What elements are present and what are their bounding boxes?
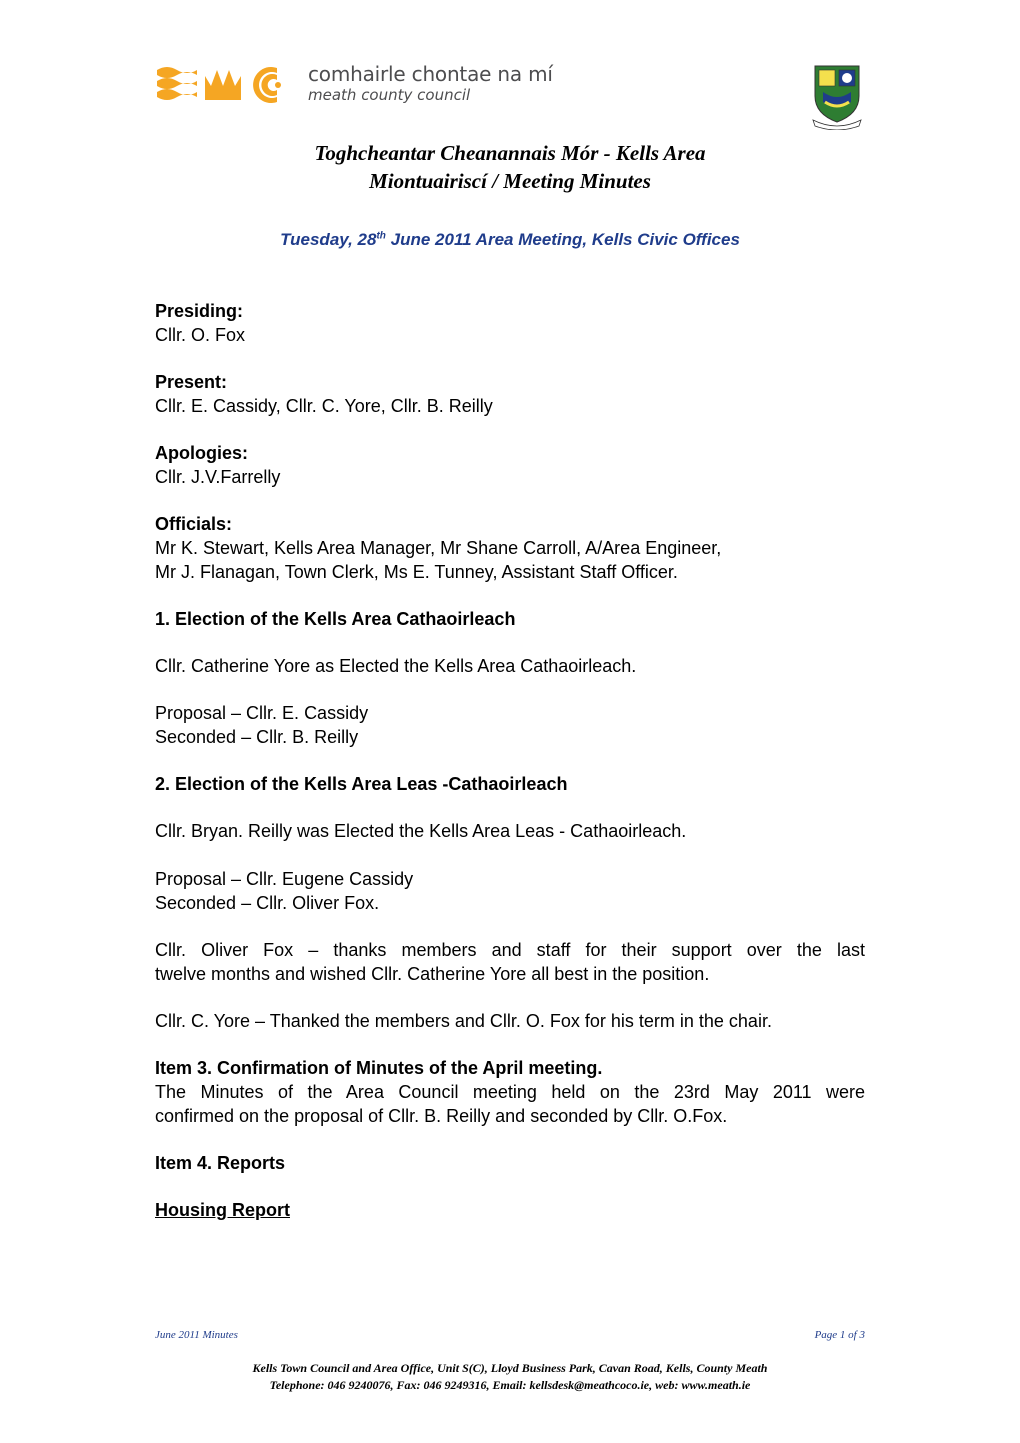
meeting-details: June 2011 Area Meeting, Kells Civic Offices: [385, 230, 740, 249]
item2-yore-thanks: Cllr. C. Yore – Thanked the members and Cllr. O. Fox for his term in the chair.: [155, 1011, 772, 1031]
brand-name-irish: comhairle chontae na mí: [308, 62, 553, 86]
housing-report-heading: Housing Report: [155, 1200, 290, 1220]
page-title-line1: Toghcheantar Cheanannais Mór - Kells Area: [314, 141, 706, 165]
item1-heading: 1. Election of the Kells Area Cathaoirleach: [155, 609, 516, 629]
footer-contact: Telephone: 046 9240076, Fax: 046 9249316, Email: kellsdesk@meathcoco.ie, web: www.meath.ie: [269, 1378, 751, 1392]
footer-address: Kells Town Council and Area Office, Unit S(C), Lloyd Business Park, Cavan Road, Kells, County Meath: [252, 1361, 768, 1375]
apologies-label: Apologies:: [155, 443, 248, 463]
officials-line1: Mr K. Stewart, Kells Area Manager, Mr Shane Carroll, A/Area Engineer,: [155, 538, 722, 558]
item3-line1: The Minutes of the Area Council meeting held on the 23rd May 2011 were: [155, 1082, 865, 1102]
meeting-day-suffix: th: [376, 230, 386, 242]
present-value: Cllr. E. Cassidy, Cllr. C. Yore, Cllr. B. Reilly: [155, 396, 493, 416]
footer-page-number: Page 1 of 3: [814, 1329, 865, 1341]
meeting-subtitle: [0, 230, 1020, 250]
presiding-label: Presiding:: [155, 301, 244, 321]
item2-text: Cllr. Bryan. Reilly was Elected the Kells Area Leas - Cathaoirleach.: [155, 821, 687, 841]
officials-label: Officials:: [155, 514, 233, 534]
apologies-value: Cllr. J.V.Farrelly: [155, 467, 281, 487]
item1-proposal: Proposal – Cllr. E. Cassidy: [155, 703, 369, 723]
item2-proposal: Proposal – Cllr. Eugene Cassidy: [155, 869, 414, 889]
present-label: Present:: [155, 372, 228, 392]
county-crest-icon: [809, 62, 865, 130]
page-title-line2: Miontuairiscí / Meeting Minutes: [369, 169, 651, 193]
brand-name-english: meath county council: [308, 86, 471, 104]
item1-seconded: Seconded – Cllr. B. Reilly: [155, 727, 359, 747]
item2-heading: 2. Election of the Kells Area Leas -Cathaoirleach: [155, 774, 568, 794]
page-footer: [155, 1329, 865, 1341]
item1-text: Cllr. Catherine Yore as Elected the Kells Area Cathaoirleach.: [155, 656, 637, 676]
council-logo: [157, 62, 557, 112]
presiding-value: Cllr. O. Fox: [155, 325, 246, 345]
item2-thanks-line2: twelve months and wished Cllr. Catherine Yore all best in the position.: [155, 964, 710, 984]
item2-thanks-line1: Cllr. Oliver Fox – thanks members and staff for their support over the last: [155, 940, 865, 960]
item3-line2: confirmed on the proposal of Cllr. B. Reilly and seconded by Cllr. O.Fox.: [155, 1106, 728, 1126]
footer-document-name: June 2011 Minutes: [155, 1329, 238, 1341]
item2-seconded: Seconded – Cllr. Oliver Fox.: [155, 893, 380, 913]
item4-heading: Item 4. Reports: [155, 1153, 286, 1173]
council-logo-mark: [157, 64, 287, 106]
item3-heading: Item 3. Confirmation of Minutes of the April meeting.: [155, 1058, 603, 1078]
officials-line2: Mr J. Flanagan, Town Clerk, Ms E. Tunney, Assistant Staff Officer.: [155, 562, 678, 582]
meeting-day: Tuesday, 28: [280, 230, 377, 249]
